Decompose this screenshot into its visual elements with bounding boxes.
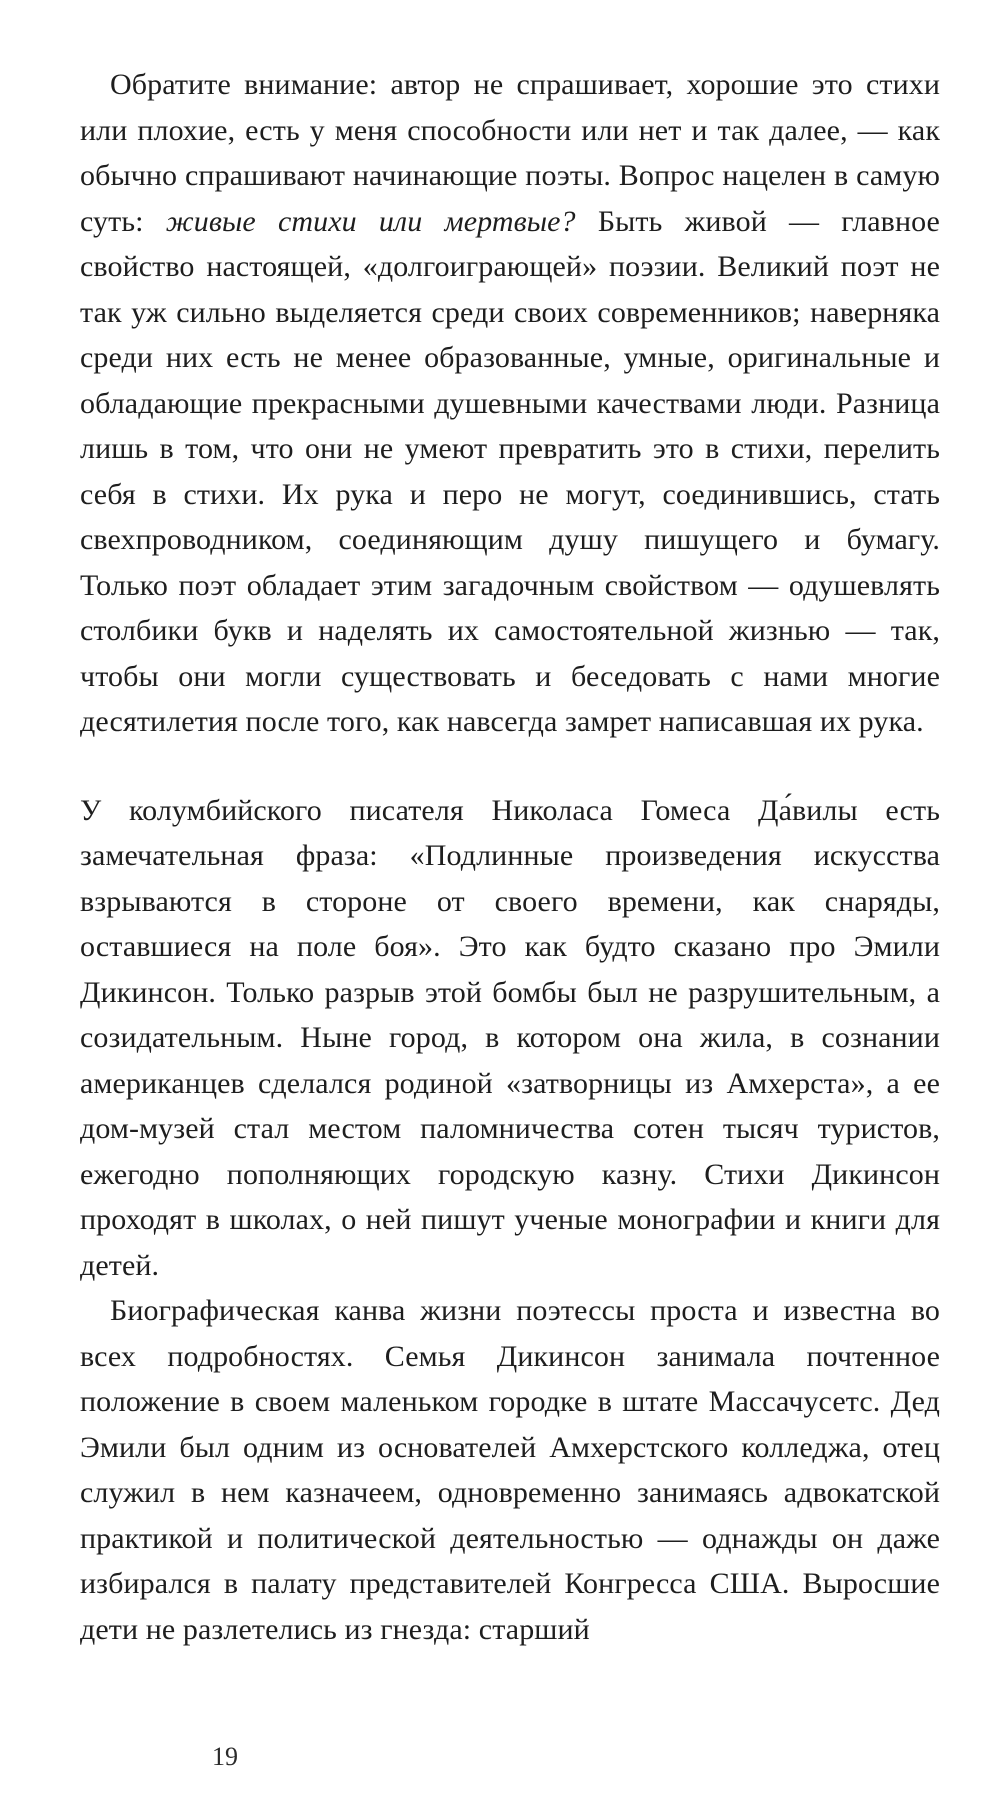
page-number: 19 xyxy=(212,1742,238,1771)
paragraph-1-emphasis: живые стихи или мертвые? xyxy=(165,204,576,238)
paragraph-2 xyxy=(80,788,940,1289)
page-body xyxy=(80,62,940,1652)
paragraph-1-text: Обратите внимание: автор не спрашивает, хорошие это стихи или плохие, есть у меня способности или нет и так далее, — как обычно спрашивают начинающие поэты. Вопрос нацелен в самую суть: xyxy=(80,68,940,238)
paragraph-3 xyxy=(80,1288,940,1652)
paragraph-3-text: Биографическая канва жизни поэтессы проста и известна во всех подробностях. Семья Дикинсон занимала почтенное положение в своем маленьком городке в штате Массачусетс. Дед Эмили был одним из основателей Амхерстского колледжа, отец служил в нем казначеем, одновременно занимаясь адвокатской практикой и политической деятельностью — однажды он даже избирался в палату представителей Конгресса США. Выросшие дети не разлетелись из гнезда: старший xyxy=(80,1294,940,1646)
paragraph-2-text: У колумбийского писателя Николаса Гомеса Да́вилы есть замечательная фраза: «Подлинные произведения искусства взрываются в стороне от своего времени, как снаряды, оставшиеся на поле боя». Это как будто сказано про Эмили Дикинсон. Только разрыв этой бомбы был не разрушительным, а созидательным. Ныне город, в котором она жила, в сознании американцев сделался родиной «затворницы из Амхерста», а ее дом-музей стал местом паломничества сотен тысяч туристов, ежегодно пополняющих городскую казну. Стихи Дикинсон проходят в школах, о ней пишут ученые монографии и книги для детей. xyxy=(80,793,940,1282)
paragraph-1 xyxy=(80,62,940,745)
paragraph-1-continuation: Быть живой — главное свойство настоящей, «долгоиграющей» поэзии. Великий поэт не так уж сильно выделяется среди своих современников; наверняка среди них есть не менее образованные, умные, оригинальные и обладающие прекрасными душевными качествами люди. Разница лишь в том, что они не умеют превратить это в стихи, перелить себя в стихи. Их рука и перо не могут, соединившись, стать свехпроводником, соединяющим душу пишущего и бумагу. Только поэт обладает этим загадочным свойством — одушевлять столбики букв и наделять их самостоятельной жизнью — так, чтобы они могли существовать и беседовать с нами многие десятилетия после того, как навсегда замрет написавшая их рука. xyxy=(80,204,940,738)
